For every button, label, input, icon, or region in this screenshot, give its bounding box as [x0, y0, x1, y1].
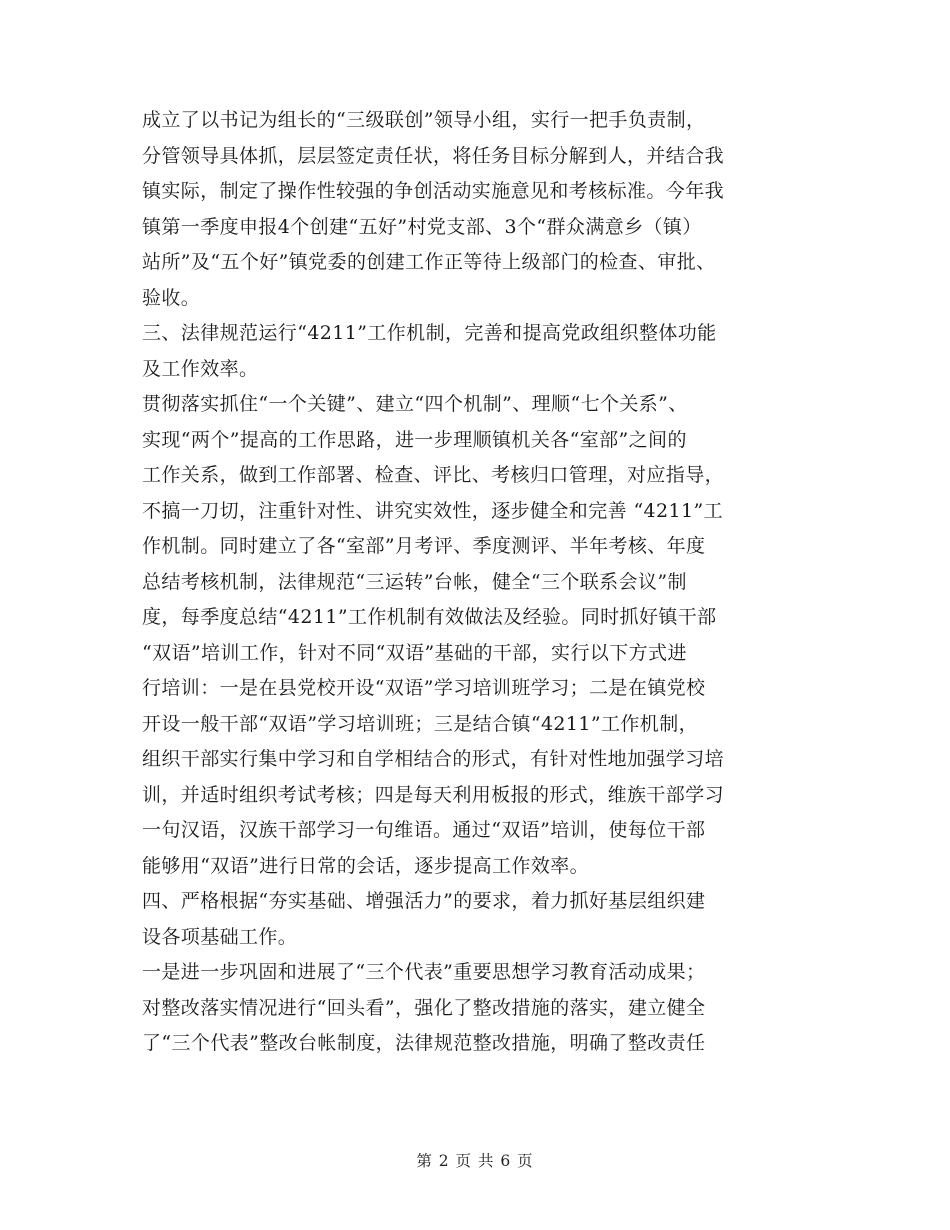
text-line: 开设一般干部“双语”学习培训班；三是结合镇“4211”工作机制， — [142, 712, 699, 735]
text-line: 成立了以书记为组长的“三级联创”领导小组，实行一把手负责制， — [142, 109, 706, 131]
text-line: 镇实际，制定了操作性较强的争创活动实施意见和考核标准。今年我 — [142, 180, 725, 202]
text-line: 行培训：一是在县党校开设“双语”学习培训班学习；二是在镇党校 — [142, 677, 706, 699]
text-line: 总结考核机制，法律规范“三运转”台帐，健全“三个联系会议”制 — [142, 570, 687, 593]
document-body — [142, 103, 807, 1062]
text-line: 及工作效率。 — [142, 357, 259, 380]
page-footer — [0, 1150, 950, 1172]
text-line: 组织干部实行集中学习和自学相结合的形式，有针对性地加强学习培 — [142, 748, 725, 770]
text-line: 度，每季度总结“4211”工作机制有效做法及经验。同时抓好镇干部 — [142, 606, 717, 628]
text-line: “双语”培训工作，针对不同“双语”基础的干部，实行以下方式进 — [142, 641, 687, 664]
text-line: 不搞一刀切，注重针对性、讲究实效性，逐步健全和完善 “4211”工 — [142, 499, 724, 522]
text-line: 对整改落实情况进行“回头看”，强化了整改措施的落实，建立健全 — [142, 996, 706, 1019]
text-line: 分管领导具体抓，层层签定责任状，将任务目标分解到人，并结合我 — [142, 144, 725, 167]
text-line: 训，并适时组织考试考核；四是每天利用板报的形式，维族干部学习 — [142, 783, 725, 806]
text-line: 设各项基础工作。 — [142, 925, 298, 948]
text-line: 作机制。同时建立了各“室部”月考评、季度测评、半年考核、年度 — [142, 535, 706, 557]
text-line: 验收。 — [142, 286, 201, 309]
text-line: 一句汉语，汉族干部学习一句维语。通过“双语”培训，使每位干部 — [142, 819, 706, 841]
text-line: 一是进一步巩固和进展了“三个代表”重要思想学习教育活动成果； — [142, 961, 706, 983]
text-line: 三、法律规范运行“4211”工作机制，完善和提高党政组织整体功能 — [142, 322, 717, 344]
text-line: 能够用“双语”进行日常的会话，逐步提高工作效率。 — [142, 854, 590, 877]
text-line: 贯彻落实抓住“一个关键”、建立“四个机制”、理顺“七个关系”、 — [142, 393, 688, 415]
text-line: 站所”及“五个好”镇党委的创建工作正等待上级部门的检查、审批、 — [142, 251, 716, 273]
text-line: 了“三个代表”整改台帐制度，法律规范整改措施，明确了整改责任 — [142, 1032, 706, 1054]
text-line: 工作关系，做到工作部署、检查、评比、考核归口管理，对应指导， — [142, 464, 725, 486]
page-number-label: 第 2 页 共 6 页 — [416, 1152, 534, 1170]
text-line: 四、严格根据“夯实基础、增强活力”的要求，着力抓好基层组织建 — [142, 890, 706, 912]
text-line: 镇第一季度申报4个创建“五好”村党支部、3个“群众满意乡（镇） — [142, 215, 702, 238]
text-line: 实现“两个”提高的工作思路，进一步理顺镇机关各“室部”之间的 — [142, 428, 687, 451]
